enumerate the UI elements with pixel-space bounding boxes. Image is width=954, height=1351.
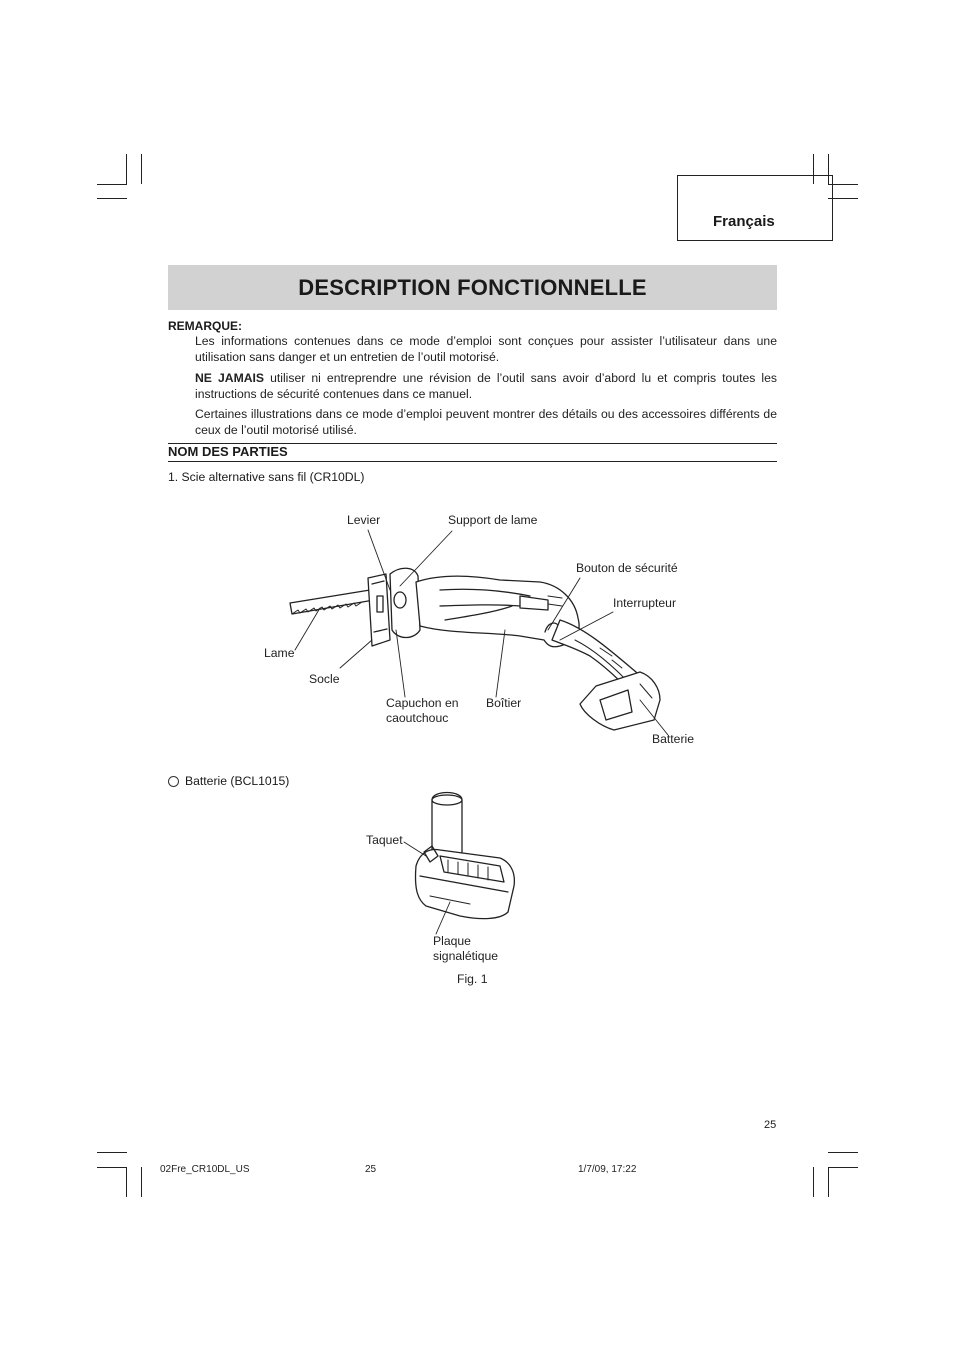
battery-pack-drawing bbox=[415, 793, 514, 919]
label-batterie: Batterie bbox=[652, 732, 695, 746]
label-boitier: Boîtier bbox=[486, 696, 522, 710]
page-title: DESCRIPTION FONCTIONNELLE bbox=[298, 274, 647, 300]
footer-file: 02Fre_CR10DL_US bbox=[160, 1164, 250, 1175]
label-capuchon-line2: caoutchouc bbox=[386, 711, 449, 725]
label-lame: Lame bbox=[264, 646, 295, 660]
label-capuchon-line1: Capuchon en bbox=[386, 696, 459, 710]
leader-socle bbox=[340, 640, 372, 668]
warning-emphasis: NE JAMAIS bbox=[195, 371, 265, 385]
leader-capuchon bbox=[396, 630, 405, 697]
leader-lame bbox=[295, 608, 320, 650]
label-plaque-line1: Plaque bbox=[433, 934, 471, 948]
note-paragraph-2-text: utiliser ni entreprendre une révision de l’outil sans avoir d’abord lu et compris toutes les instructions de sécurité contenues dans ce manuel. bbox=[195, 371, 777, 401]
list-item-battery bbox=[168, 774, 289, 788]
leader-boitier bbox=[496, 630, 505, 697]
footer-page: 25 bbox=[365, 1164, 377, 1175]
label-bouton-securite: Bouton de sécurité bbox=[576, 561, 678, 575]
figure-caption: Fig. 1 bbox=[457, 972, 488, 986]
note-paragraph-1: Les informations contenues dans ce mode d’emploi sont conçues pour assister l’utilisateur dans une utilisation sans danger et un entretien de l’outil motorisé. bbox=[195, 334, 777, 364]
shoe-drawing bbox=[368, 574, 390, 646]
label-plaque-line2: signalétique bbox=[433, 949, 499, 963]
label-capuchon bbox=[386, 696, 459, 726]
label-interrupteur: Interrupteur bbox=[613, 596, 677, 610]
section-heading: NOM DES PARTIES bbox=[168, 444, 288, 459]
note-heading: REMARQUE: bbox=[168, 319, 242, 333]
footer-date: 1/7/09, 17:22 bbox=[578, 1164, 637, 1175]
label-socle: Socle bbox=[309, 672, 340, 686]
list-item-saw: 1. Scie alternative sans fil (CR10DL) bbox=[168, 470, 365, 484]
label-levier: Levier bbox=[347, 513, 381, 527]
label-support-lame: Support de lame bbox=[448, 513, 538, 527]
leader-taquet bbox=[404, 842, 426, 856]
saw-blade-drawing bbox=[290, 590, 374, 614]
note-paragraph-3: Certaines illustrations dans ce mode d’emploi peuvent montrer des détails ou des accessoires différents de ceux de l’outil motorisé utilisé. bbox=[195, 407, 777, 437]
label-plaque bbox=[433, 934, 498, 964]
battery-item-label: Batterie (BCL1015) bbox=[185, 774, 290, 788]
circle-bullet-icon bbox=[168, 776, 179, 787]
language-label: Français bbox=[713, 213, 775, 230]
page-number: 25 bbox=[764, 1119, 777, 1131]
label-taquet: Taquet bbox=[366, 833, 403, 847]
rubber-cap-drawing bbox=[390, 568, 420, 637]
